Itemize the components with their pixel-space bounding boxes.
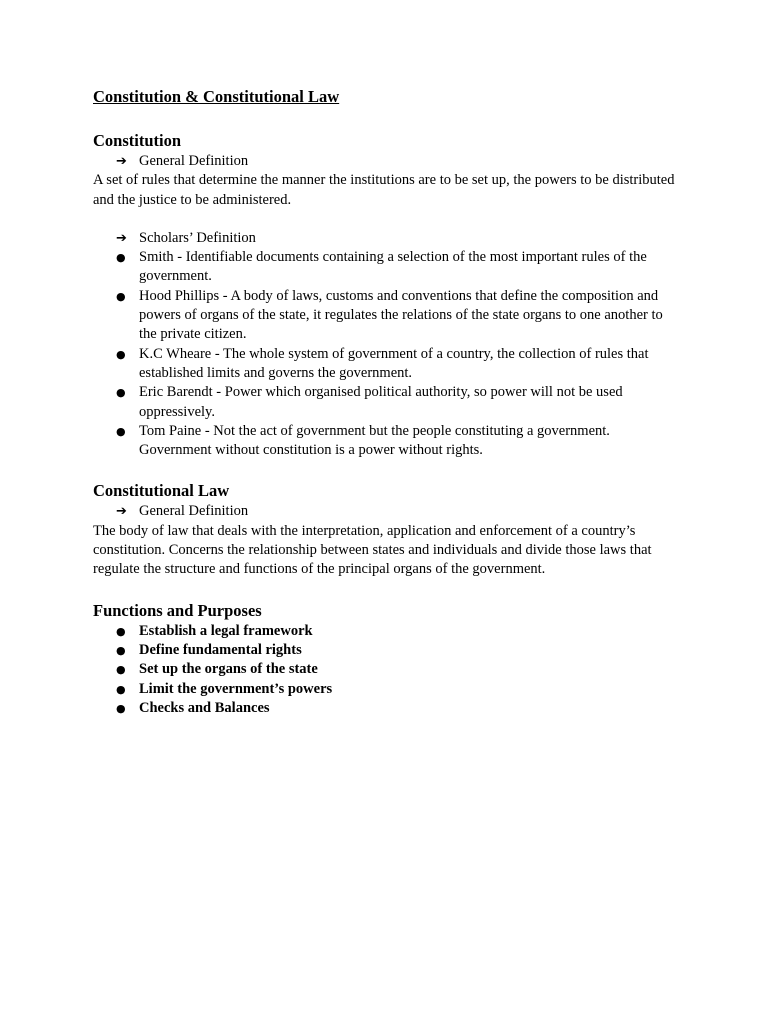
list-item-text: Establish a legal framework [139,622,313,639]
document-content [93,86,683,718]
list-item [93,383,683,422]
list-item [93,345,683,384]
bullet-dot-icon: ● [116,251,126,265]
bullet-dot-icon: ● [116,663,126,677]
bullet-dot-icon: ● [116,386,126,400]
list-item-text: Define fundamental rights [139,641,302,658]
arrow-right-icon: ➔ [116,230,127,246]
bullet-dot-icon: ● [116,643,126,657]
general-definition-label [93,502,683,521]
list-item-text: Limit the government’s powers [139,680,333,697]
general-definition-text: General Definition [139,153,249,169]
scholars-list [93,248,683,460]
document-title: Constitution & Constitutional Law [93,87,340,106]
section-heading-constitution: Constitution [93,131,182,150]
scholars-definition-label [93,229,683,248]
list-item [93,622,683,641]
list-item [93,699,683,718]
list-item-text: Tom Paine - Not the act of government but the people constituting a government. Government without constitution is a power without rights. [139,422,610,459]
section-heading-constitutional-law: Constitutional Law [93,481,230,501]
general-definition-label [93,152,683,171]
bullet-dot-icon: ● [116,289,126,303]
bullet-dot-icon: ● [116,424,126,438]
list-item [93,641,683,660]
bullet-dot-icon: ● [116,682,126,696]
spacer [93,210,683,229]
arrow-right-icon: ➔ [116,154,127,169]
constitutional-law-definition-paragraph: The body of law that deals with the interpretation, application and enforcement of a country’s constitution. Concerns the relationship between states and individuals and divide those laws that regulate the structure and functions of the principal organs of the government. [93,522,652,578]
list-item-text: Checks and Balances [139,699,270,716]
list-item-text: Smith - Identifiable documents containing a selection of the most important rules of the government. [139,249,647,285]
spacer [93,580,683,600]
list-item-text: Eric Barendt - Power which organised political authority, so power will not be used oppressively. [139,384,623,420]
scholars-definition-text: Scholars’ Definition [139,229,256,246]
list-item [93,248,683,287]
spacer [93,460,683,480]
list-item-text: Hood Phillips - A body of laws, customs and conventions that define the composition and powers of organs of the state, it regulates the relations of the state organs to one another to the private citizen. [139,287,663,343]
bullet-dot-icon: ● [116,347,126,361]
bullet-dot-icon: ● [116,701,126,715]
list-item [93,422,683,461]
list-item [93,680,683,699]
list-item-text: K.C Wheare - The whole system of government of a country, the collection of rules that established limits and governs the government. [139,345,649,381]
section-heading-functions: Functions and Purposes [93,600,262,620]
general-definition-text: General Definition [139,503,249,520]
list-item-text: Set up the organs of the state [139,661,318,678]
bullet-dot-icon: ● [116,624,126,638]
functions-list [93,622,683,718]
list-item [93,660,683,679]
arrow-right-icon: ➔ [116,504,127,520]
constitution-definition-paragraph: A set of rules that determine the manner the institutions are to be set up, the powers to be distributed and the justice to be administered. [93,172,675,208]
list-item [93,287,683,345]
